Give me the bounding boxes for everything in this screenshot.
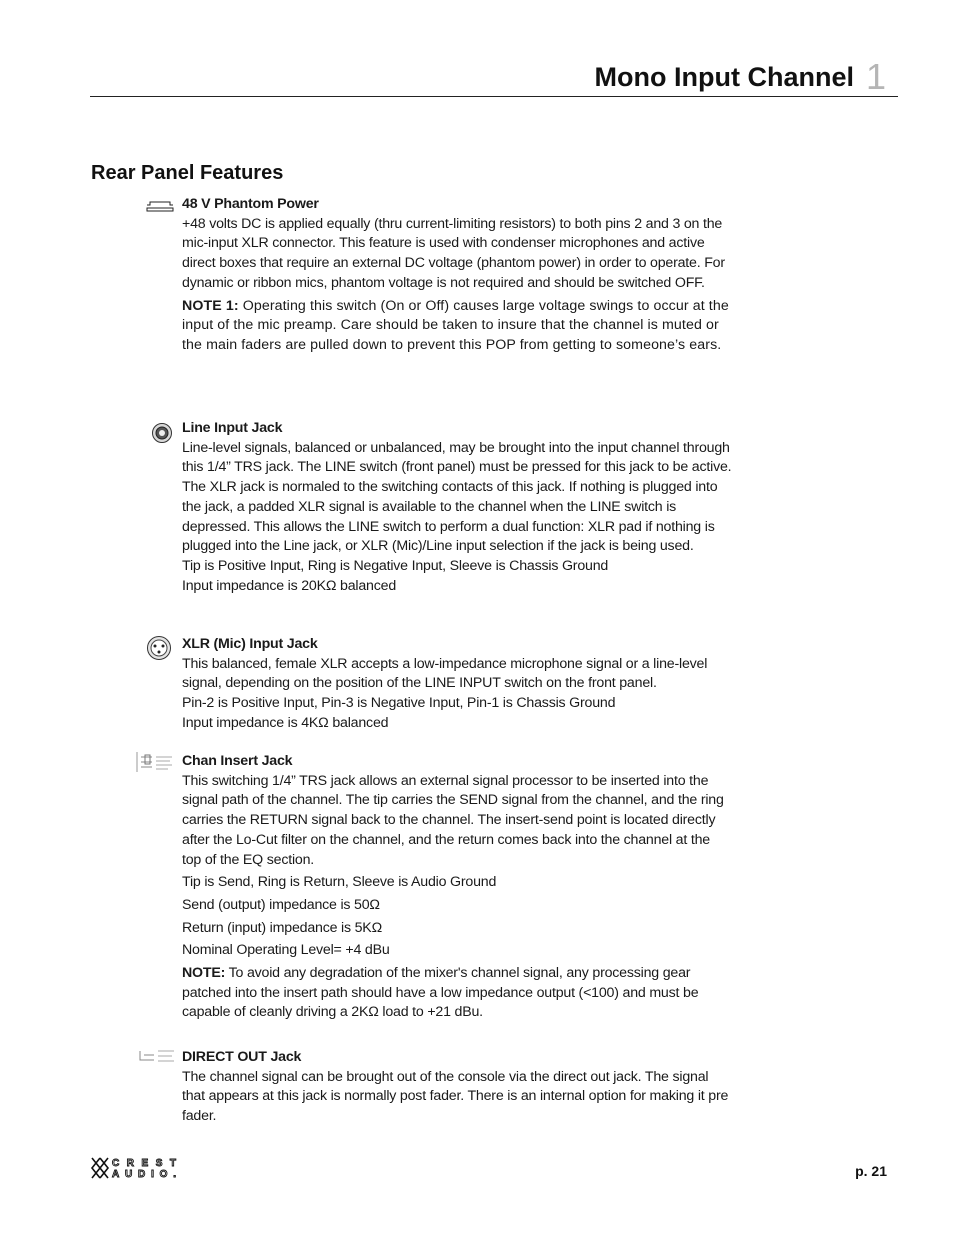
feature-body: +48 volts DC is applied equally (thru current-limiting resistors) to both pins 2 and 3 on the mic-input XLR connector. This feature is used with condenser microphones and active direct boxes that require an external DC voltage (phantom power) in order to operate. For dynamic or ribbon mics, phantom voltage is not required and should be switched OFF. (182, 215, 725, 291)
svg-text:CREST: CREST (112, 1158, 176, 1169)
feature-level: Nominal Operating Level= +4 dBu (182, 942, 390, 959)
feature-phantom-power (182, 195, 732, 356)
feature-direct-out (182, 1048, 732, 1127)
feature-send-impedance: Send (output) impedance is 50Ω (182, 896, 380, 913)
feature-title: Chan Insert Jack (182, 753, 293, 769)
feature-note (182, 297, 732, 356)
note-text: To avoid any degradation of the mixer's channel signal, any processing gear patched into the insert path should have a low impedance output (<100) and must be capable of cleanly driving a 2KΩ load to +21 dBu. (182, 965, 699, 1021)
note-label: NOTE 1: (182, 297, 239, 314)
feature-pinout: Pin-2 is Positive Input, Pin-3 is Negative Input, Pin-1 is Chassis Ground (182, 695, 616, 712)
note-text: Operating this switch (On or Off) causes large voltage swings to occur at the input of the mic preamp. Care should be taken to insure that the channel is muted or the main faders are pulled down to prevent this POP from getting to someone’s ears. (182, 297, 729, 353)
feature-title: DIRECT OUT Jack (182, 1049, 302, 1065)
note-label: NOTE: (182, 965, 226, 982)
svg-text:AUDIO.: AUDIO. (112, 1169, 176, 1180)
feature-title: XLR (Mic) Input Jack (182, 636, 318, 652)
feature-impedance: Input impedance is 4KΩ balanced (182, 714, 389, 731)
feature-title: Line Input Jack (182, 420, 283, 436)
feature-return-impedance: Return (input) impedance is 5KΩ (182, 919, 382, 936)
feature-body: Line-level signals, balanced or unbalanced, may be brought into the input channel through this 1/4” TRS jack. The LINE switch (front panel) must be pressed for this jack to be active. The XLR jack is normaled to the switching contacts of this jack. If nothing is plugged into the jack, a padded XLR signal is available to the channel when the LINE switch is depressed. This allows the LINE switch to perform a dual function: XLR pad if nothing is plugged into the Line jack, or XLR (Mic)/Line input selection if the jack is being used. (182, 439, 732, 555)
section-title: Rear Panel Features (91, 162, 284, 184)
phantom-switch-icon (146, 201, 174, 213)
feature-body: This switching 1/4” TRS jack allows an external signal processor to be inserted into the signal path of the channel. The tip carries the SEND signal from the channel, and the ring carries the RETURN signal back to the channel. The insert-send point is located directly after the Lo-Cut filter on the channel, and the return comes back into the channel at the top of the EQ section. (182, 772, 724, 868)
feature-line-input (182, 419, 732, 596)
crest-audio-logo (90, 1156, 180, 1180)
xlr-jack-icon (146, 635, 172, 661)
feature-body: This balanced, female XLR accepts a low-impedance microphone signal or a line-level signal, depending on the position of the LINE INPUT switch on the front panel. (182, 655, 708, 692)
feature-insert-jack (182, 752, 732, 1023)
feature-pinout: Tip is Send, Ring is Return, Sleeve is Audio Ground (182, 874, 497, 891)
direct-out-diagram-icon (138, 1048, 178, 1064)
chapter-title: Mono Input Channel (594, 62, 854, 92)
page-number: p. 21 (855, 1163, 887, 1179)
insert-diagram-icon (136, 752, 176, 772)
feature-body: The channel signal can be brought out of the console via the direct out jack. The signal that appears at this jack is normally post fader. There is an internal option for making it pre fader. (182, 1068, 729, 1125)
page-header (90, 58, 898, 97)
chapter-number: 1 (865, 56, 886, 97)
feature-note (182, 964, 732, 1023)
feature-title: 48 V Phantom Power (182, 196, 319, 212)
feature-xlr-input (182, 635, 732, 734)
trs-jack-icon (151, 422, 173, 444)
feature-impedance: Input impedance is 20KΩ balanced (182, 577, 397, 594)
feature-pinout: Tip is Positive Input, Ring is Negative Input, Sleeve is Chassis Ground (182, 557, 609, 574)
